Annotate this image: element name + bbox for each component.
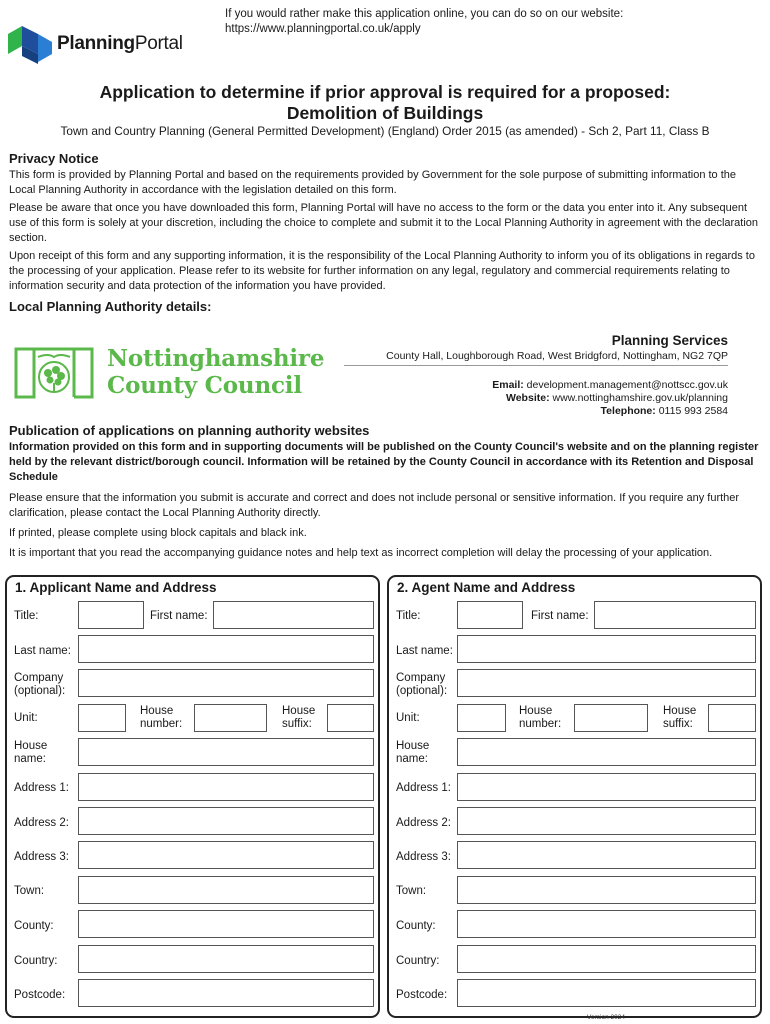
council-email[interactable]: development.management@nottscc.gov.uk <box>526 379 728 391</box>
privacy-paragraph-2: Please be aware that once you have downloaded this form, Planning Portal will have no access to the form or the data you enter into it. Any subsequent use of this form is solely at your discretion, including the choice to complete and submit it to the Local Planning Authority in agreement with the declaration section. <box>9 202 759 244</box>
applicant-postcode-field[interactable] <box>78 979 374 1007</box>
planning-portal-logo-icon <box>8 24 52 66</box>
applicant-town-field[interactable] <box>78 876 374 904</box>
agent-house-name-field[interactable] <box>457 738 756 766</box>
agent-first-name-label: First name: <box>531 610 589 622</box>
council-website[interactable]: www.nottinghamshire.gov.uk/planning <box>552 392 728 404</box>
agent-address1-label: Address 1: <box>396 782 451 794</box>
agent-town-field[interactable] <box>457 876 756 904</box>
applicant-county-label: County: <box>14 920 54 932</box>
applicant-unit-label: Unit: <box>14 712 38 724</box>
applicant-house-suffix-field[interactable] <box>327 704 374 732</box>
applicant-house-number-label: House number: <box>140 705 183 730</box>
applicant-title-field[interactable] <box>78 601 144 629</box>
council-crest-icon <box>12 345 96 401</box>
council-name: Nottinghamshire County Council <box>107 345 325 399</box>
agent-unit-field[interactable] <box>457 704 506 732</box>
agent-title-field[interactable] <box>457 601 523 629</box>
agent-address1-field[interactable] <box>457 773 756 801</box>
agent-title-label: Title: <box>396 610 421 622</box>
agent-last-name-label: Last name: <box>396 645 453 657</box>
applicant-house-suffix-label: House suffix: <box>282 705 316 730</box>
agent-house-number-label: House number: <box>519 705 562 730</box>
online-note-line1: If you would rather make this application online, you can do so on our website: <box>225 8 624 20</box>
applicant-postcode-label: Postcode: <box>14 989 66 1001</box>
council-logo <box>12 345 352 401</box>
agent-heading: 2. Agent Name and Address <box>397 580 576 595</box>
agent-unit-label: Unit: <box>396 712 420 724</box>
applicant-address1-field[interactable] <box>78 773 374 801</box>
applicant-house-name-label: House name: <box>14 740 48 765</box>
agent-county-field[interactable] <box>457 910 756 938</box>
applicant-last-name-label: Last name: <box>14 645 71 657</box>
council-divider <box>344 365 728 366</box>
publication-heading: Publication of applications on planning authority websites <box>9 423 370 438</box>
applicant-house-number-field[interactable] <box>194 704 267 732</box>
applicant-first-name-label: First name: <box>150 610 208 622</box>
applicant-county-field[interactable] <box>78 910 374 938</box>
lpa-heading: Local Planning Authority details: <box>9 299 212 314</box>
agent-house-suffix-label: House suffix: <box>663 705 697 730</box>
publication-notice: Information provided on this form and in supporting documents will be published on the County Council's website and on the planning register held by the relevant district/borough council. Information will be retained by the County Council in accordance with its Retention and Disposal Schedule <box>9 441 759 483</box>
form-title: Application to determine if prior approval is required for a proposed: Demolition of Buildings <box>99 82 671 123</box>
online-application-note <box>225 7 765 37</box>
agent-county-label: County: <box>396 920 436 932</box>
applicant-unit-field[interactable] <box>78 704 126 732</box>
planning-services-title: Planning Services <box>611 333 728 348</box>
agent-last-name-field[interactable] <box>457 635 756 663</box>
applicant-heading: 1. Applicant Name and Address <box>15 580 217 595</box>
online-note-url[interactable]: https://www.planningportal.co.uk/apply <box>225 23 421 35</box>
council-address: County Hall, Loughborough Road, West Bridgford, Nottingham, NG2 7QP <box>386 350 728 362</box>
agent-panel <box>387 575 762 1018</box>
agent-address3-field[interactable] <box>457 841 756 869</box>
applicant-last-name-field[interactable] <box>78 635 374 663</box>
agent-postcode-label: Postcode: <box>396 989 448 1001</box>
agent-house-name-label: House name: <box>396 740 430 765</box>
applicant-address1-label: Address 1: <box>14 782 69 794</box>
applicant-country-field[interactable] <box>78 945 374 973</box>
agent-country-label: Country: <box>396 955 440 967</box>
agent-town-label: Town: <box>396 885 427 897</box>
agent-country-field[interactable] <box>457 945 756 973</box>
agent-first-name-field[interactable] <box>594 601 756 629</box>
agent-company-field[interactable] <box>457 669 756 697</box>
applicant-address3-label: Address 3: <box>14 851 69 863</box>
agent-address3-label: Address 3: <box>396 851 451 863</box>
agent-postcode-field[interactable] <box>457 979 756 1007</box>
publication-paragraph-1: Please ensure that the information you submit is accurate and correct and does not include personal or sensitive information. If you require any further clarification, please contact the Local Planning Authority directly. <box>9 492 740 519</box>
version-label: Version 2024 <box>587 1014 625 1021</box>
agent-company-label: Company (optional): <box>396 672 448 697</box>
applicant-company-field[interactable] <box>78 669 374 697</box>
planning-portal-logo-text: PlanningPortal <box>57 33 183 54</box>
applicant-company-label: Company (optional): <box>14 672 66 697</box>
privacy-paragraph-1: This form is provided by Planning Portal and based on the requirements provided by Government for the sole purpose of submitting information to the Local Planning Authority in accordance with the legislation detailed on this form. <box>9 169 737 196</box>
form-subtitle: Town and Country Planning (General Permitted Development) (England) Order 2015 (as amended) - Sch 2, Part 11, Class B <box>60 124 710 138</box>
agent-house-number-field[interactable] <box>574 704 648 732</box>
privacy-heading: Privacy Notice <box>9 151 99 166</box>
publication-paragraph-2: If printed, please complete using block capitals and black ink. <box>9 527 307 539</box>
agent-address2-label: Address 2: <box>396 817 451 829</box>
applicant-house-name-field[interactable] <box>78 738 374 766</box>
agent-house-suffix-field[interactable] <box>708 704 756 732</box>
privacy-paragraph-3: Upon receipt of this form and any supporting information, it is the responsibility of the Local Planning Authority to inform you of its obligations in regards to the processing of your application. Please refer to its website for further information on any legal, regulatory and commercial requirements relating to information security and data protection of the information you have provided. <box>9 250 755 292</box>
applicant-first-name-field[interactable] <box>213 601 374 629</box>
planning-portal-logo <box>8 24 208 64</box>
applicant-address3-field[interactable] <box>78 841 374 869</box>
applicant-address2-field[interactable] <box>78 807 374 835</box>
council-telephone: 0115 993 2584 <box>658 405 728 417</box>
applicant-address2-label: Address 2: <box>14 817 69 829</box>
agent-address2-field[interactable] <box>457 807 756 835</box>
council-contact: Email: development.management@nottscc.gov.uk Website: www.nottinghamshire.gov.uk/planning Telephone: 0115 993 2584 <box>492 379 728 417</box>
applicant-title-label: Title: <box>14 610 39 622</box>
applicant-town-label: Town: <box>14 885 45 897</box>
applicant-country-label: Country: <box>14 955 58 967</box>
publication-paragraph-3: It is important that you read the accompanying guidance notes and help text as incorrect completion will delay the processing of your application. <box>9 547 713 559</box>
applicant-panel <box>5 575 380 1018</box>
